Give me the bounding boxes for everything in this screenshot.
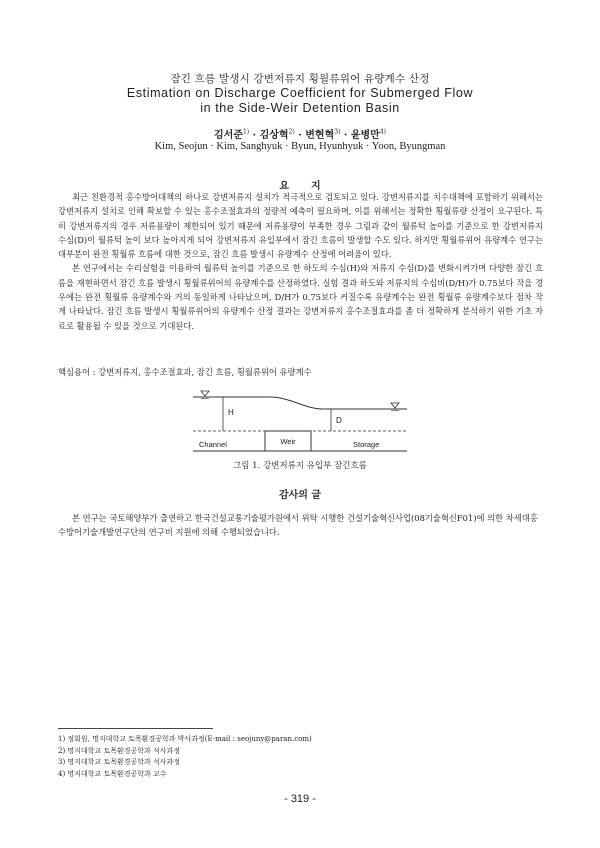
weir-flow-diagram (185, 385, 415, 455)
water-level-marker (201, 391, 209, 396)
author-name: 변현혁 (305, 130, 335, 141)
acknowledgement-text: 본 연구는 국토해양부가 출연하고 한국건설교통기술평가원에서 위탁 시행한 건설기술혁신사업(08기술혁신F01)에 의한 차세대홍수방어기술개발연구단의 연구비 지원에 의해 수행되었습니다. (58, 513, 538, 538)
acknowledgement-heading: 감사의 글 (278, 490, 322, 501)
author-mark: 3) (334, 128, 341, 136)
footnote-separator (58, 728, 213, 729)
footnotes (58, 734, 543, 780)
drawdown-curve (270, 397, 323, 409)
author-separator: · (340, 130, 351, 141)
author-mark: 1) (242, 128, 250, 136)
abstract-heading: 요지 (279, 181, 343, 192)
acknowledgement-body (58, 511, 543, 540)
author-mark: 2) (288, 128, 295, 136)
author-name: 김상혁 (259, 130, 289, 141)
abstract-paragraph: 최근 친환경적 홍수방어대책의 하나로 강변저류지 설치가 적극적으로 검토되고 있다. 강변저류지를 치수대책에 포함하기 위해서는 강변저류지 설치로 인해 확보할 수 있는 홍수조절효과의 정량적 예측이 필요하며, 이를 위해서는 정확한 횡월류량 산정이 요구된다. 특히 강변저류지의 경우 저류용량이 제한되어 있기 때문에 저류용량이 부족한 경우 그림과 같이 월류턱 높이를 기준으로 한 강변저류지 수심(D)이 월류턱 높이 보다 높아지게 되어 강변저류지 유입부에서 잠긴 흐름이 발생할 수도 있다. 하지만 횡월류위어 유량계수 연구는 대부분이 완전 횡월류 흐름에 대한 것으로, 잠긴 흐름 발생시 유량계수 산정에 어려움이 있다. (58, 192, 543, 260)
author-separator: · (249, 130, 260, 141)
abstract-body (58, 190, 543, 333)
paper-title-english-line-1: Estimation on Discharge Coefficient for Submerged Flow (126, 86, 474, 100)
author-separator: · (294, 130, 306, 141)
keywords: 핵심용어 : 강변저류지, 홍수조절효과, 잠긴 흐름, 횡월류위어 유량계수 (58, 367, 312, 377)
author-name: 김서준 (214, 130, 243, 141)
weir-label: Weir (280, 437, 296, 446)
figure-caption: 그림 1. 강변저류지 유입부 잠긴흐름 (233, 461, 367, 471)
d-label: D (336, 416, 342, 425)
paper-title-korean: 잠긴 흐름 발생시 강변저류지 횡월류위어 유량계수 산정 (170, 73, 430, 85)
authors-english: Kim, Seojun · Kim, Sanghyuk · Byun, Hyunhyuk · Yoon, Byungman (154, 141, 446, 152)
paper-title-english-line-2: in the Side-Weir Detention Basin (200, 101, 400, 115)
footnote: 2) 명지대학교 토목환경공학과 석사과정 (58, 746, 181, 755)
footnote: 3) 명지대학교 토목환경공학과 석사과정 (58, 758, 181, 766)
footnote: 4) 명지대학교 토목환경공학과 교수 (58, 769, 167, 778)
abstract-paragraph: 본 연구에서는 수리실험을 이용하여 월류턱 높이를 기준으로 한 하도의 수심(H)와 저류지 수심(D)를 변화시켜가며 다양한 잠긴 흐름을 재현하면서 잠긴 흐름 발생시 횡월류위어의 유량계수를 산정하였다. 실험 결과 하도와 저류지의 수심비(D/H)가 0.75보다 작을 경우에는 완전 횡월류 유량계수와 거의 동일하게 나타났으며, D/H가 0.75보다 커질수록 유량계수는 완전 횡월류 유량계수보다 점차 작게 나타났다. 잠긴 흐름 발생시 횡월류위어의 유량계수 산정 결과는 강변저류지 홍수조절효과를 좀 더 정확하게 분석하기 위한 기초 자료로 활용될 수 있을 것으로 기대된다. (58, 263, 543, 331)
author-mark: 4) (379, 128, 386, 136)
h-label: H (228, 408, 234, 417)
page-number: - 319 - (284, 793, 316, 805)
storage-label: Storage (353, 440, 380, 449)
water-level-marker (391, 403, 399, 408)
authors-korean (0, 126, 600, 141)
author-name: 윤병만 (350, 130, 380, 141)
footnote: 1) 정회원, 명지대학교 토목환경공학과 박사과정(E-mail : seojuny@paran.com) (58, 735, 312, 743)
channel-label: Channel (199, 440, 227, 449)
